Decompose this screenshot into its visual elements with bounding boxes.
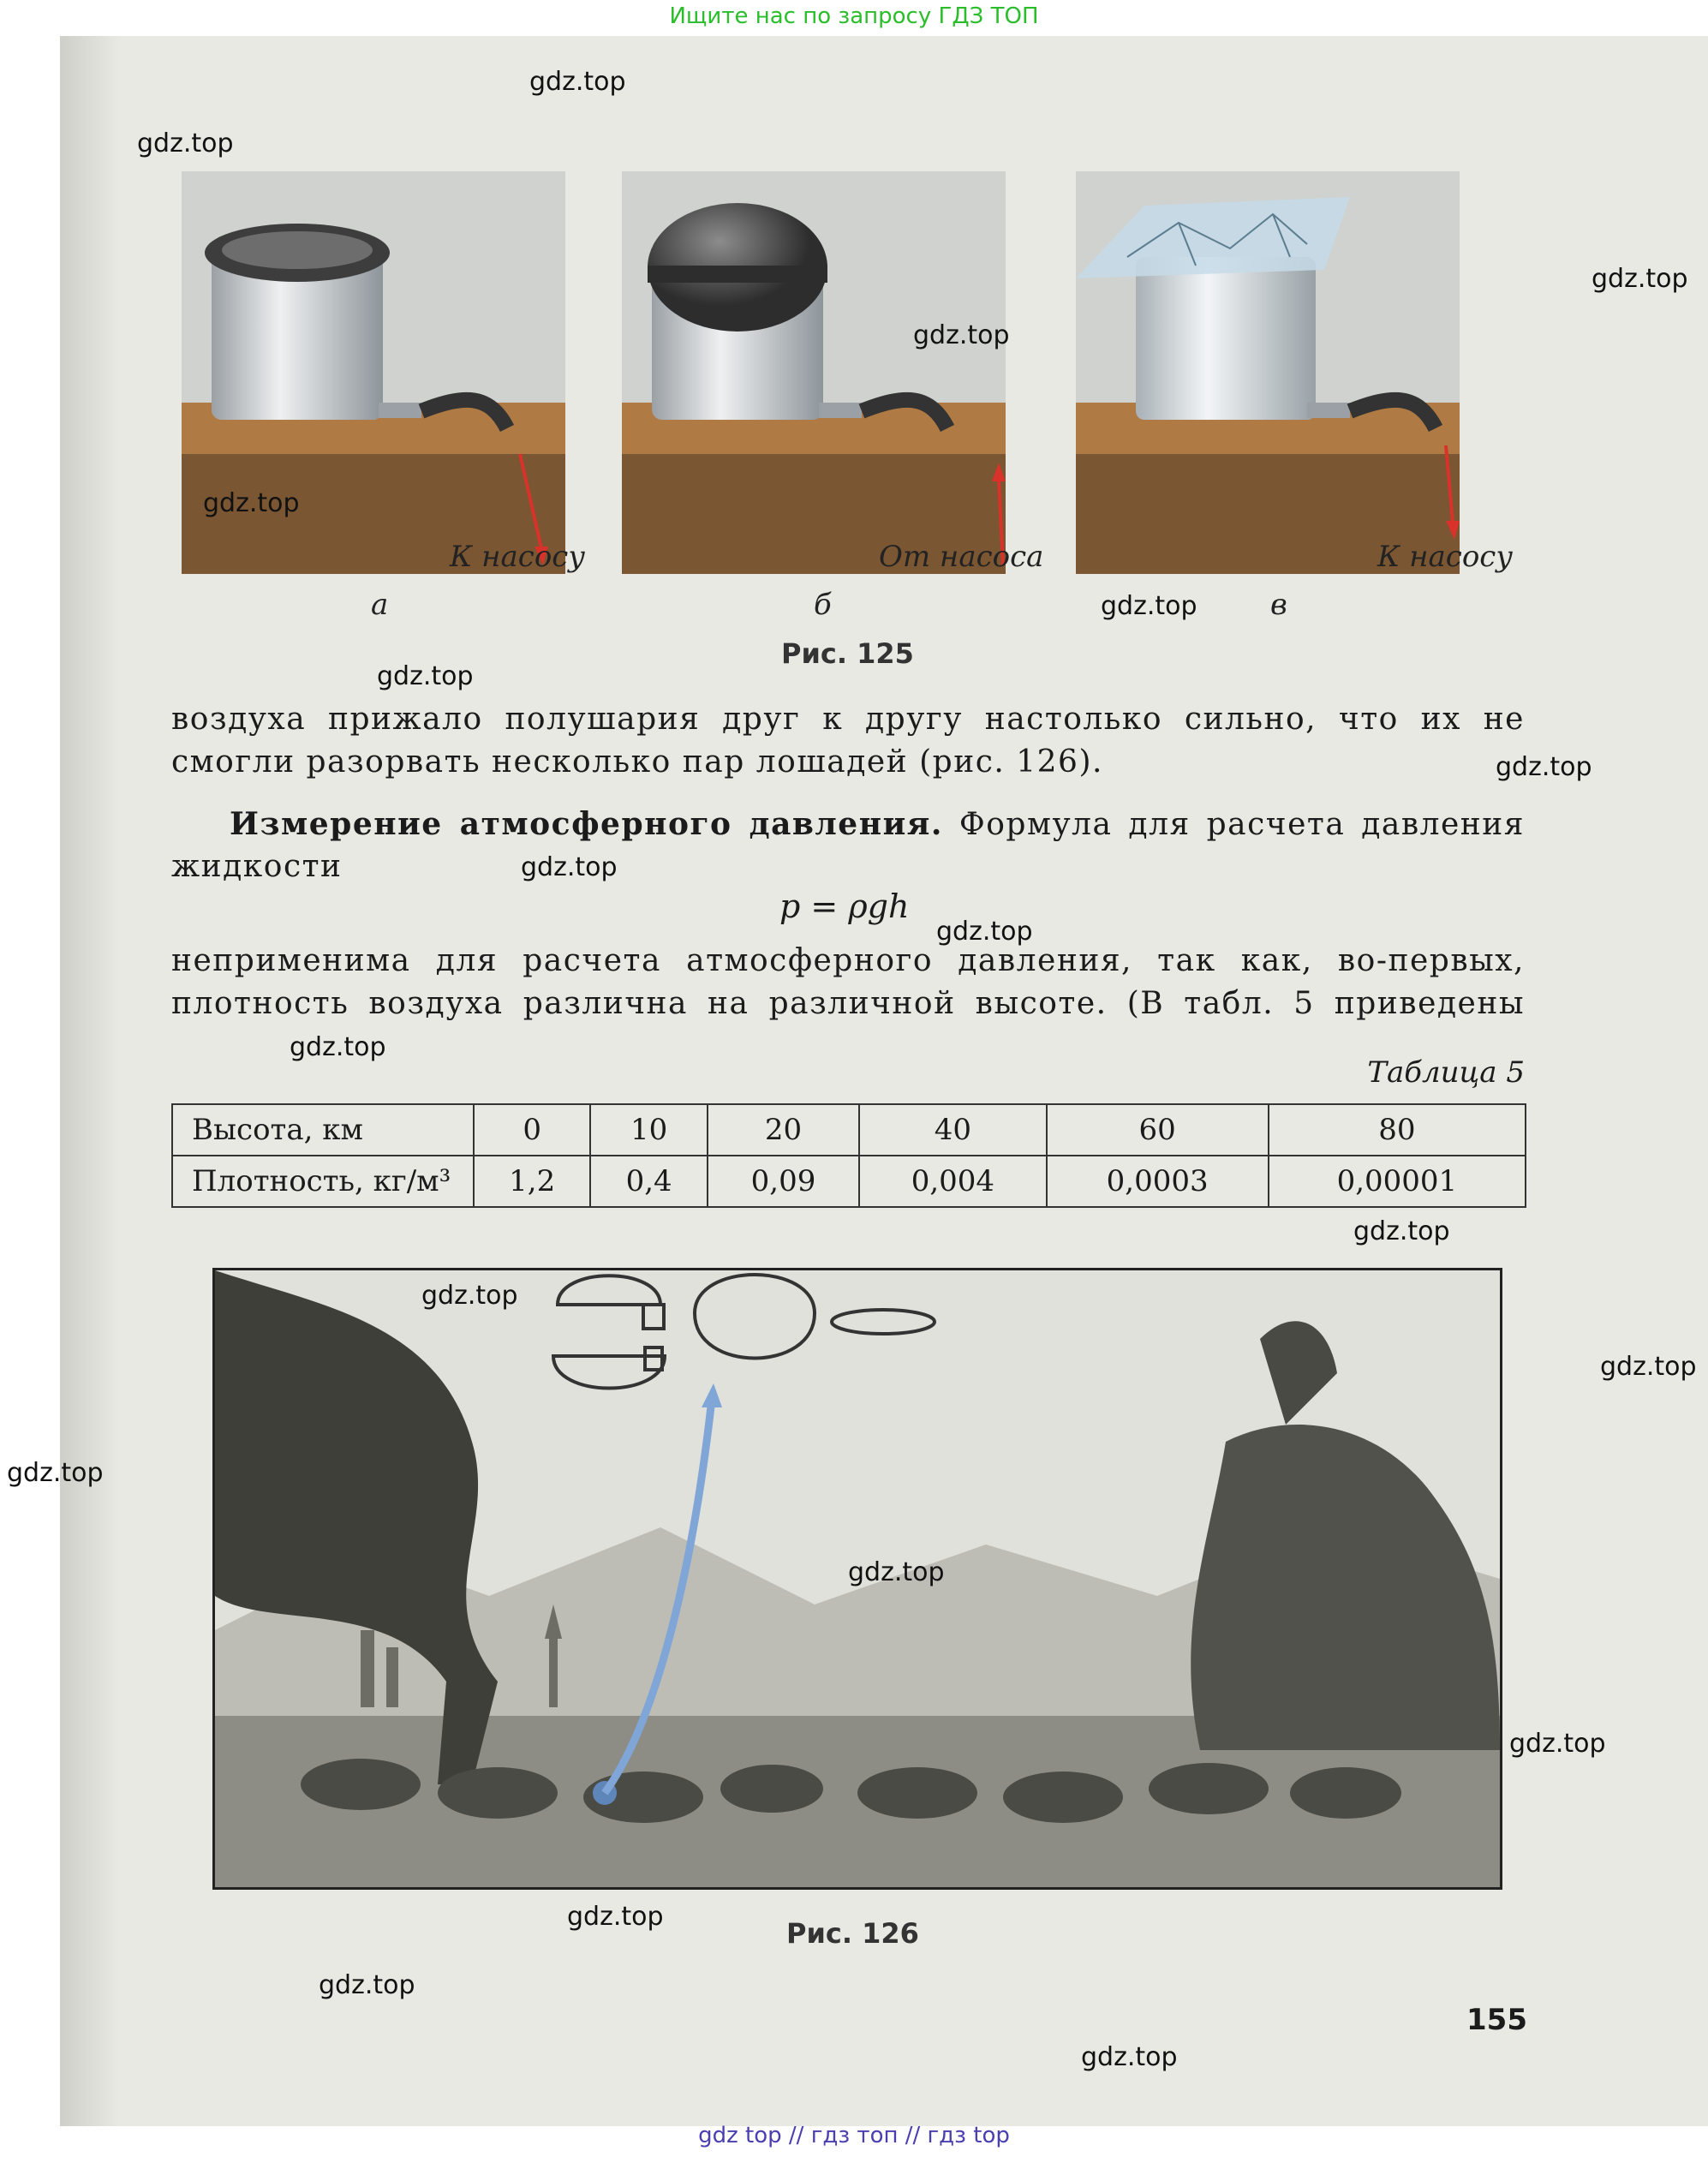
paragraph-1-line-1: воздуха прижало полушария друг к другу настолько сильно, что их не <box>171 702 1525 737</box>
figure-125-panel-c <box>1076 171 1460 574</box>
page-spine-shadow <box>60 36 120 2126</box>
watermark-label: gdz.top <box>7 1458 104 1488</box>
table-cell-height: 20 <box>708 1104 859 1156</box>
watermark-label: gdz.top <box>377 661 474 691</box>
watermark-label: gdz.top <box>1081 2042 1178 2072</box>
paragraph-2-line-1: неприменима для расчета атмосферного давления, так как, во-первых, <box>171 943 1525 978</box>
panel-a-letter: а <box>371 588 389 622</box>
watermark-label: gdz.top <box>137 128 234 158</box>
page-number: 155 <box>1466 2003 1527 2037</box>
watermark-label: gdz.top <box>1353 1216 1450 1246</box>
watermark-label: gdz.top <box>848 1557 945 1587</box>
watermark-label: gdz.top <box>203 488 300 518</box>
watermark-label: gdz.top <box>521 852 618 882</box>
table-header-height: Высота, км <box>172 1104 474 1156</box>
panel-c-caption: К насосу <box>1377 540 1514 574</box>
table-cell-height: 0 <box>474 1104 590 1156</box>
panel-a-caption: К насосу <box>450 540 586 574</box>
watermark-label: gdz.top <box>1496 752 1592 782</box>
table-cell-density: 0,4 <box>590 1156 707 1207</box>
watermark-label: gdz.top <box>936 917 1033 947</box>
section-heading: Измерение атмосферного давления. <box>230 806 943 842</box>
panel-b-illustration <box>622 171 1006 574</box>
watermark-label: gdz.top <box>421 1281 518 1311</box>
table-cell-height: 80 <box>1269 1104 1526 1156</box>
watermark-label: gdz.top <box>529 67 626 97</box>
table-cell-density: 0,004 <box>859 1156 1046 1207</box>
density-table <box>171 1103 1526 1208</box>
watermark-label: gdz.top <box>1101 591 1197 621</box>
watermark-label: gdz.top <box>567 1902 664 1932</box>
table-cell-density: 0,00001 <box>1269 1156 1526 1207</box>
watermark-label: gdz.top <box>1509 1729 1606 1759</box>
section-line-2: жидкости <box>171 849 343 884</box>
table-cell-density: 0,09 <box>708 1156 859 1207</box>
table-cell-density: 1,2 <box>474 1156 590 1207</box>
figure-125-panel-b <box>622 171 1006 574</box>
table-cell-height: 10 <box>590 1104 707 1156</box>
table-5-label: Таблица 5 <box>1367 1055 1525 1090</box>
pressure-formula: p = ρgh <box>779 887 910 925</box>
paragraph-1-line-2: смогли разорвать несколько пар лошадей (рис. 126). <box>171 744 1103 780</box>
panel-b-caption: От насоса <box>879 540 1044 574</box>
table-header-density: Плотность, кг/м³ <box>172 1156 474 1207</box>
panel-b-letter: б <box>814 588 832 622</box>
paragraph-2-line-2: плотность воздуха различна на различной высоте. (В табл. 5 приведены <box>171 986 1525 1021</box>
panel-c-letter: в <box>1270 588 1287 622</box>
figure-125-caption: Рис. 125 <box>781 637 914 670</box>
figure-126-caption: Рис. 126 <box>786 1917 919 1950</box>
table-cell-density: 0,0003 <box>1047 1156 1269 1207</box>
watermark-label: gdz.top <box>319 1970 415 2000</box>
watermark-label: gdz.top <box>1592 264 1688 294</box>
bottom-banner[interactable]: gdz top // гдз топ // гдз top <box>698 2123 1010 2148</box>
section-line-1-rest: Формула для расчета давления <box>942 807 1526 842</box>
watermark-label: gdz.top <box>290 1032 386 1062</box>
top-banner[interactable]: Ищите нас по запросу ГДЗ ТОП <box>669 3 1039 29</box>
watermark-label: gdz.top <box>1600 1352 1697 1382</box>
table-row-height <box>172 1104 1526 1156</box>
table-cell-height: 60 <box>1047 1104 1269 1156</box>
table-row-density <box>172 1156 1526 1207</box>
watermark-label: gdz.top <box>913 320 1010 350</box>
panel-c-illustration <box>1076 171 1460 574</box>
section-line-1 <box>171 803 1525 846</box>
table-cell-height: 40 <box>859 1104 1046 1156</box>
